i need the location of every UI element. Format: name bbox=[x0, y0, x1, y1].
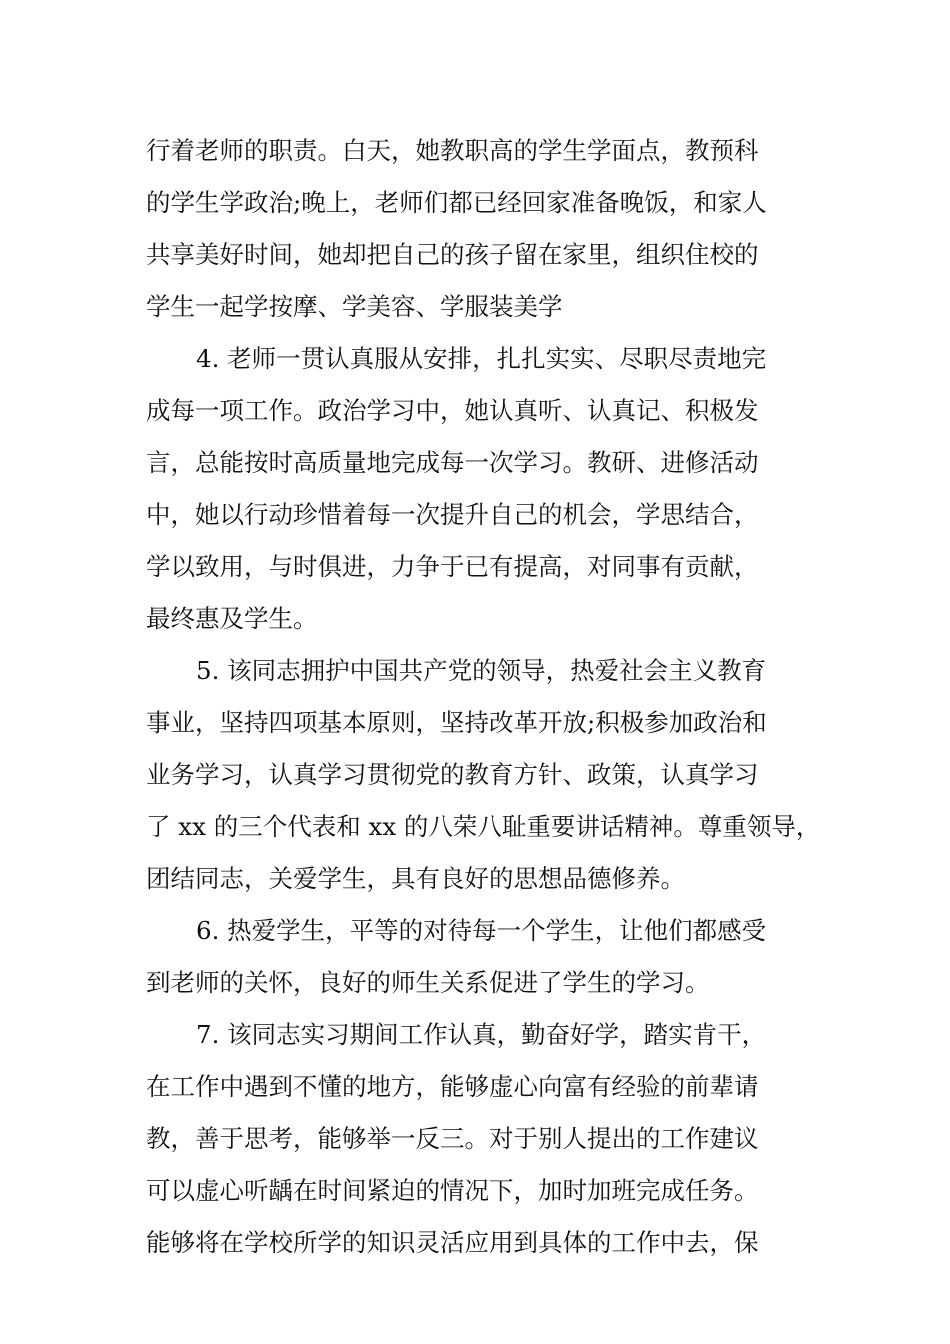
text-line: 行着老师的职责。白天，她教职高的学生学面点，教预科 bbox=[146, 136, 759, 165]
text-line: 业务学习，认真学习贯彻党的教育方针、政策，认真学习 bbox=[146, 760, 759, 789]
text-line: 在工作中遇到不懂的地方，能够虚心向富有经验的前辈请 bbox=[146, 1072, 759, 1101]
text-line: 了 xx 的三个代表和 xx 的八荣八耻重要讲话精神。尊重领导， bbox=[146, 812, 821, 841]
text-line: 中，她以行动珍惜着每一次提升自己的机会，学思结合， bbox=[146, 500, 759, 529]
text-line: 团结同志，关爱学生，具有良好的思想品德修养。 bbox=[146, 864, 685, 893]
text-line: 事业，坚持四项基本原则，坚持改革开放;积极参加政治和 bbox=[146, 708, 767, 737]
text-line: 学以致用，与时俱进，力争于已有提高，对同事有贡献， bbox=[146, 552, 759, 581]
document-body bbox=[146, 125, 826, 1269]
text-line: 到老师的关怀，良好的师生关系促进了学生的学习。 bbox=[146, 968, 710, 997]
text-line: 可以虚心听龋在时间紧迫的情况下，加时加班完成任务。 bbox=[146, 1176, 759, 1205]
text-line: 教，善于思考，能够举一反三。对于别人提出的工作建议 bbox=[146, 1124, 759, 1153]
paragraph-6-first-line: 6. 热爱学生，平等的对待每一个学生，让他们都感受 bbox=[196, 916, 767, 945]
text-line: 成每一项工作。政治学习中，她认真听、认真记、积极发 bbox=[146, 396, 759, 425]
text-line: 最终惠及学生。 bbox=[146, 604, 318, 633]
text-line: 学生一起学按摩、学美容、学服装美学 bbox=[146, 292, 563, 321]
text-line: 言，总能按时高质量地完成每一次学习。教研、进修活动 bbox=[146, 448, 759, 477]
paragraph-4-first-line: 4. 老师一贯认真服从安排，扎扎实实、尽职尽责地完 bbox=[196, 344, 767, 373]
text-line: 共享美好时间，她却把自己的孩子留在家里，组织住校的 bbox=[146, 240, 759, 269]
text-line: 能够将在学校所学的知识灵活应用到具体的工作中去，保 bbox=[146, 1228, 759, 1257]
text-line: 的学生学政治;晚上，老师们都已经回家准备晚饭，和家人 bbox=[146, 188, 767, 217]
paragraph-5-first-line: 5. 该同志拥护中国共产党的领导，热爱社会主义教育 bbox=[196, 656, 767, 685]
paragraph-7-first-line: 7. 该同志实习期间工作认真，勤奋好学，踏实肯干， bbox=[196, 1020, 767, 1049]
